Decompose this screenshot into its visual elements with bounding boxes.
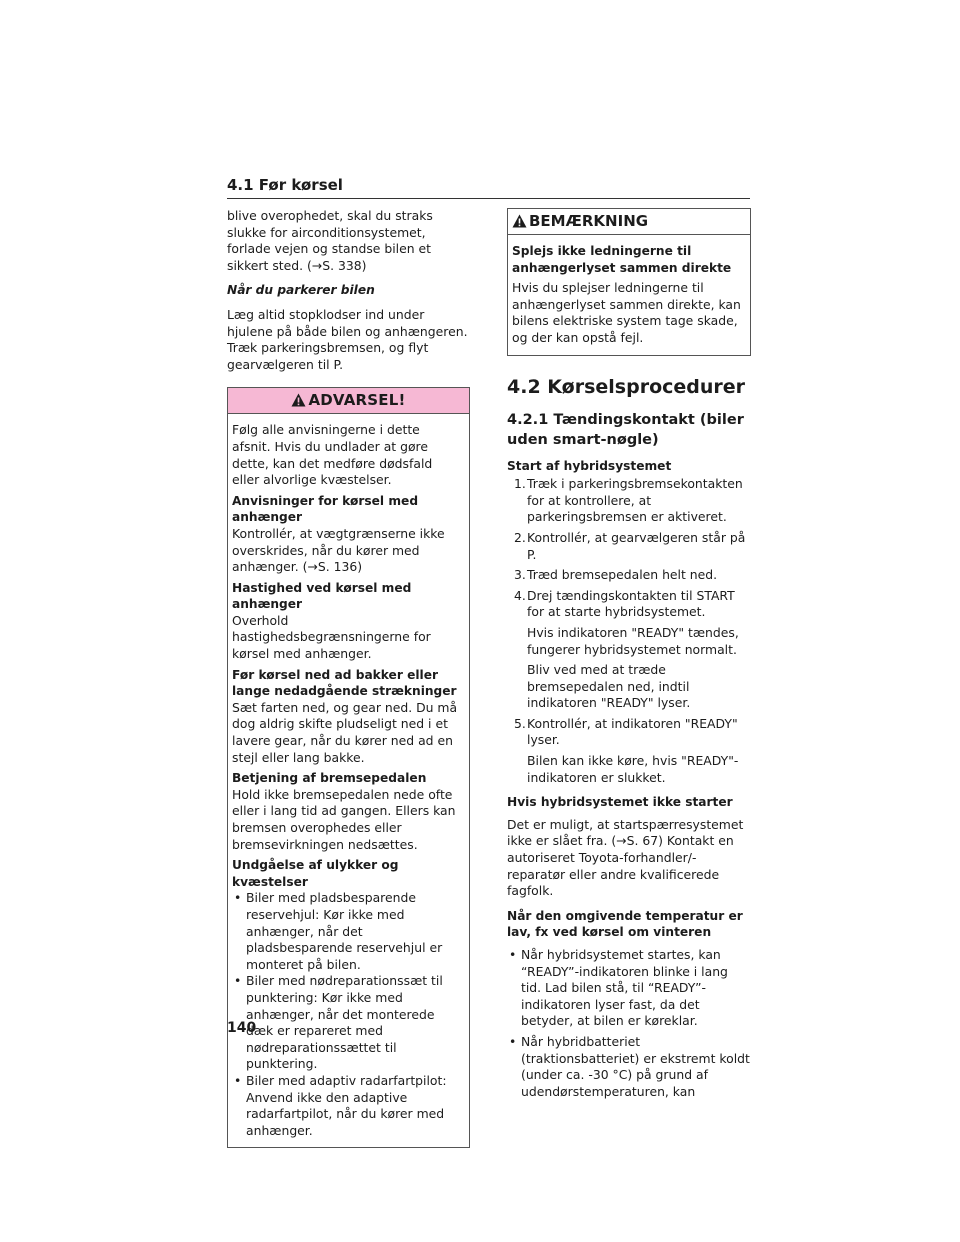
warning-text: Kontrollér, at vægtgrænserne ikke overskrides, når du kører med anhænger. (→S. 136) bbox=[232, 525, 445, 575]
list-item: • Når hybridsystemet startes, kan “READY”-indikatoren blinke i lang tid. Lad bilen stå, til “READY”-indikatoren lyser fast, da det betyder, at bilen er køreklar. bbox=[507, 947, 751, 1030]
step-note: Bliv ved med at træde bremsepedalen ned, indtil indikatoren "READY" lyser. bbox=[527, 662, 691, 711]
left-column bbox=[227, 208, 470, 1148]
note-body bbox=[508, 235, 750, 355]
list-item: • Biler med nødreparationssæt til punktering: Kør ikke med anhænger, når det monterede dæk er repareret med nødreparationssættet til punktering. bbox=[232, 973, 461, 1073]
step-note: Bilen kan ikke køre, hvis "READY"-indikatoren er slukket. bbox=[527, 753, 739, 785]
warning-text: Hold ikke bremsepedalen nede ofte eller i lang tid ad gangen. Ellers kan bremsen overophedes eller bremsevirkningen nedsættes. bbox=[232, 786, 456, 852]
warning-subheading: Anvisninger for kørsel med anhænger bbox=[232, 493, 419, 525]
list-item: • Biler med pladsbesparende reservehjul: Kør ikke med anhænger, når det pladsbesparende reservehjul er monteret på bilen. bbox=[232, 890, 461, 973]
warning-box bbox=[227, 387, 470, 1148]
warning-text: Overhold hastighedsbegrænsningerne for kørsel med anhænger. bbox=[232, 612, 431, 662]
warning-triangle-icon bbox=[291, 393, 306, 411]
warning-triangle-icon bbox=[512, 214, 527, 232]
parking-subheading: Når du parkerer bilen bbox=[227, 283, 375, 298]
note-subheading: Splejs ikke ledningerne til anhængerlyset sammen direkte bbox=[512, 244, 732, 275]
winter-bullet-list bbox=[507, 947, 751, 1100]
warning-title: ADVARSEL! bbox=[308, 391, 406, 410]
step-item: 5. Kontrollér, at indikatoren "READY" lyser. Bilen kan ikke køre, hvis "READY"-indikatoren er slukket. bbox=[507, 716, 751, 786]
subsection-heading: Start af hybridsystemet bbox=[507, 458, 672, 473]
warning-subheading: Før kørsel ned ad bakker eller lange nedadgående strækninger bbox=[232, 667, 457, 699]
subsection-heading: Når den omgivende temperatur er lav, fx ved kørsel om vinteren bbox=[507, 908, 743, 940]
step-item: 1. Træk i parkeringsbremsekontakten for at kontrollere, at parkeringsbremsen er aktiveret. bbox=[514, 476, 743, 525]
chapter-heading: 4.2 Kørselsprocedurer bbox=[507, 375, 746, 398]
warning-text: Sæt farten ned, og gear ned. Du må dog aldrig skifte pludseligt ned i et lavere gear, når du kører ned ad en stejl eller lang bakke. bbox=[232, 699, 458, 765]
paragraph: Læg altid stopklodser ind under hjulene på både bilen og anhængeren. Træk parkeringsbremsen, og flyt gearvælgeren til P. bbox=[227, 306, 468, 372]
subsection-heading: Hvis hybridsystemet ikke starter bbox=[507, 795, 733, 810]
list-item: • Biler med adaptiv radarfartpilot: Anvend ikke den adaptive radarfartpilot, når du kører med anhænger. bbox=[232, 1073, 461, 1139]
note-text: Hvis du splejser ledningerne til anhængerlyset sammen direkte, kan bilens elektriske system tage skade, og der kan opstå fejl. bbox=[512, 280, 741, 345]
warning-subheading: Undgåelse af ulykker og kvæstelser bbox=[232, 858, 399, 889]
note-box bbox=[507, 208, 751, 356]
step-item: 2. Kontrollér, at gearvælgeren står på P. bbox=[514, 529, 746, 562]
warning-intro: Følg alle anvisningerne i dette afsnit. Hvis du undlader at gøre dette, kan det medføre dødsfald eller alvorlige kvæstelser. bbox=[232, 422, 433, 488]
page-number: 140 bbox=[227, 1020, 257, 1036]
right-column bbox=[507, 208, 751, 1104]
paragraph: Det er muligt, at startspærresystemet ikke er slået fra. (→S. 67) Kontakt en autoriseret Toyota-forhandler/-reparatør eller andre kvalificerede fagfolk. bbox=[507, 816, 744, 899]
section-header: 4.1 Før kørsel bbox=[227, 176, 750, 199]
warning-body bbox=[228, 414, 469, 1147]
note-title: BEMÆRKNING bbox=[529, 212, 649, 230]
warning-bullet-list bbox=[232, 890, 461, 1139]
warning-header bbox=[228, 388, 469, 414]
start-steps-list bbox=[507, 476, 751, 786]
note-header bbox=[508, 209, 750, 235]
section-heading: 4.2.1 Tændingskontakt (biler uden smart-nøgle) bbox=[507, 411, 744, 448]
warning-subheading: Betjening af bremsepedalen bbox=[232, 771, 427, 786]
step-item: 3. Træd bremsepedalen helt ned. bbox=[514, 567, 718, 583]
step-item: 4. Drej tændingskontakten til START for at starte hybridsystemet. Hvis indikatoren "READY" tændes, fungerer hybridsystemet normalt. Bliv ved med at træde bremsepedalen ned, indtil indikatoren "READY" lyser. bbox=[507, 588, 751, 712]
list-item: • Når hybridbatteriet (traktionsbatteriet) er ekstremt koldt (under ca. -30 °C) på grund af udendørstemperaturen, kan bbox=[507, 1034, 751, 1100]
step-note: Hvis indikatoren "READY" tændes, fungerer hybridsystemet normalt. bbox=[527, 624, 739, 657]
warning-subheading: Hastighed ved kørsel med anhænger bbox=[232, 580, 412, 612]
paragraph: blive overophedet, skal du straks slukke for airconditionsystemet, forlade vejen og standse bilen et sikkert sted. (→S. 338) bbox=[227, 208, 433, 273]
